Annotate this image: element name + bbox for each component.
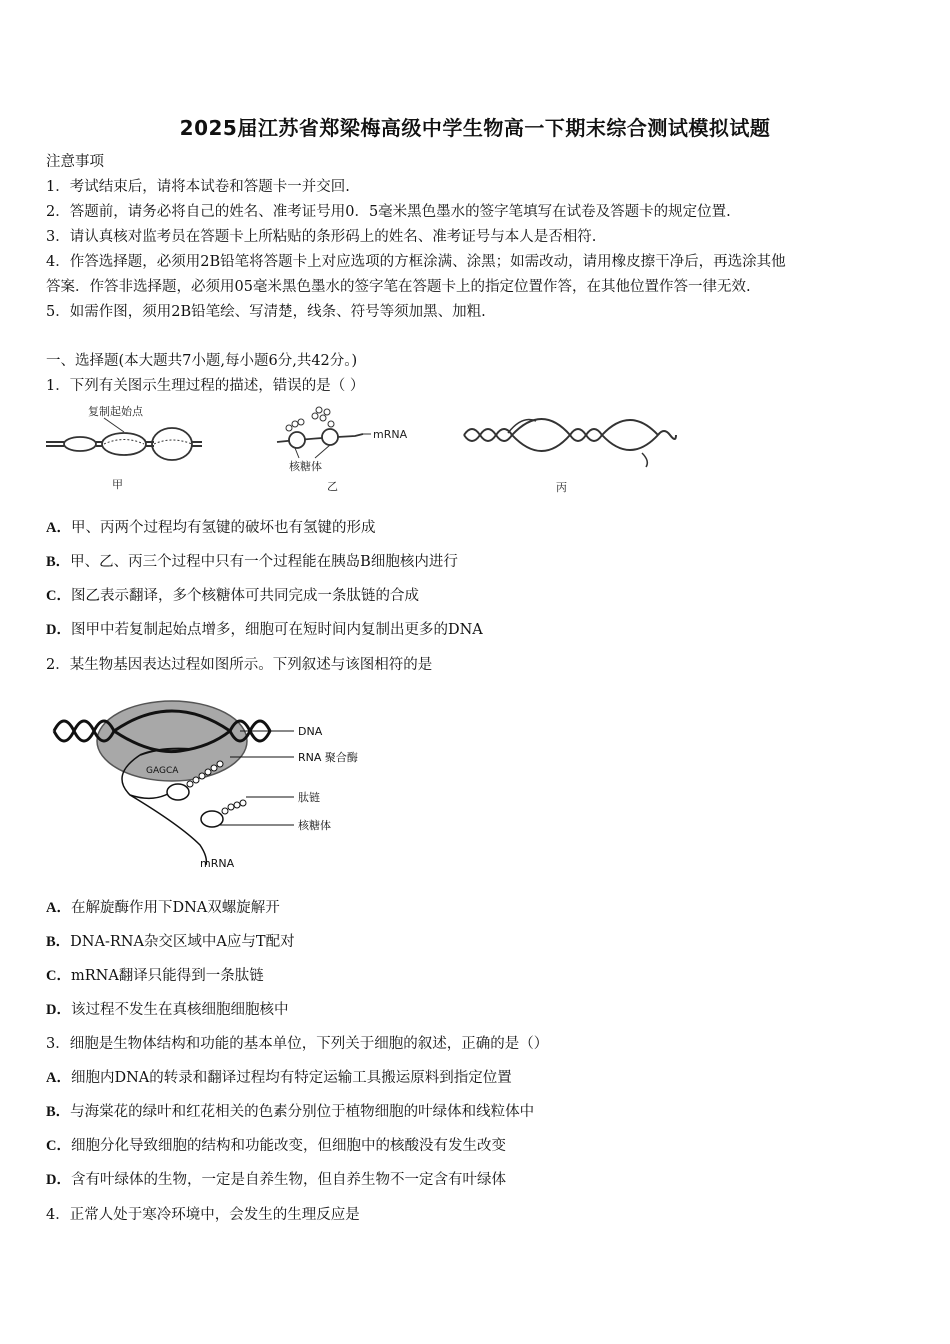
option-letter: B． (46, 934, 71, 950)
notice-item-2: 2．答题前，请务必将自己的姓名、准考证号用0．5毫米黑色墨水的签字笔填写在试卷及答题卡的规定位置. (46, 204, 731, 220)
option-text: 细胞内DNA的转录和翻译过程均有特定运输工具搬运原料到指定位置 (70, 1070, 512, 1086)
q3-option-b[interactable] (46, 1102, 534, 1122)
q1-jia-label: 甲 (112, 478, 123, 491)
option-text: 甲、乙、丙三个过程中只有一个过程能在胰岛B细胞核内进行 (70, 554, 458, 570)
option-letter: C． (46, 1138, 71, 1154)
q2-option-c[interactable] (46, 966, 264, 986)
question-4-stem: 4．正常人处于寒冷环境中，会发生的生理反应是 (46, 1207, 360, 1223)
option-letter: C． (46, 968, 71, 984)
option-text: 甲、丙两个过程均有氢键的破坏也有氢键的形成 (70, 520, 376, 536)
option-letter: B． (46, 1104, 71, 1120)
q3-option-a[interactable] (46, 1068, 512, 1088)
question-2-stem: 2．某生物基因表达过程如图所示。下列叙述与该图相符的是 (46, 657, 433, 673)
notice-heading: 注意事项 (46, 154, 104, 170)
page-title: 2025届江苏省郑梁梅高级中学生物高一下期末综合测试模拟试题 (179, 116, 771, 140)
option-text: 与海棠花的绿叶和红花相关的色素分别位于植物细胞的叶绿体和线粒体中 (70, 1104, 535, 1120)
option-text: DNA-RNA杂交区域中A应与T配对 (70, 934, 295, 950)
option-text: 图乙表示翻译，多个核糖体可共同完成一条肽链的合成 (70, 588, 419, 604)
q2-dna-label: DNA (298, 725, 323, 738)
question-3-stem: 3．细胞是生物体结构和功能的基本单位，下列关于细胞的叙述，正确的是（） (46, 1036, 549, 1052)
notice-item-5: 5．如需作图，须用2B铅笔绘、写清楚，线条、符号等须加黑、加粗. (46, 304, 486, 320)
notice-item-1: 1．考试结束后，请将本试卷和答题卡一并交回. (46, 179, 350, 195)
q2-option-d[interactable] (46, 1000, 288, 1020)
q1-option-d[interactable] (46, 620, 483, 640)
q1-option-b[interactable] (46, 552, 458, 572)
q2-peptide-label: 肽链 (298, 791, 320, 804)
q1-option-a[interactable] (46, 518, 375, 538)
q1-figure-bing (462, 405, 677, 497)
q2-sequence-label: GAGCA (146, 766, 179, 776)
option-letter: A． (46, 520, 71, 536)
option-letter: D． (46, 1002, 71, 1018)
q1-yi-mrna-label: mRNA (373, 428, 408, 441)
option-text: 该过程不发生在真核细胞细胞核中 (70, 1002, 289, 1018)
option-letter: A． (46, 900, 71, 916)
q2-mrna-label: mRNA (200, 857, 235, 870)
notice-item-3: 3．请认真核对监考员在答题卡上所粘贴的条形码上的姓名、准考证号与本人是否相符. (46, 229, 597, 245)
q2-option-a[interactable] (46, 898, 280, 918)
option-letter: D． (46, 1172, 71, 1188)
option-letter: A． (46, 1070, 71, 1086)
question-1-stem: 1．下列有关图示生理过程的描述，错误的是（ ） (46, 378, 365, 394)
option-text: 细胞分化导致细胞的结构和功能改变，但细胞中的核酸没有发生改变 (70, 1138, 506, 1154)
q1-option-c[interactable] (46, 586, 419, 606)
option-letter: D． (46, 622, 71, 638)
option-text: 含有叶绿体的生物，一定是自养生物，但自养生物不一定含有叶绿体 (70, 1172, 506, 1188)
q3-option-c[interactable] (46, 1136, 506, 1156)
notice-item-4: 4．作答选择题，必须用2B铅笔将答题卡上对应选项的方框涂满、涂黑；如需改动，请用橡皮擦干净后，再选涂其他 (46, 254, 786, 270)
option-letter: C． (46, 588, 71, 604)
q1-yi-label: 乙 (327, 480, 338, 493)
q2-rna-polymerase-label: RNA 聚合酶 (298, 751, 358, 764)
q1-jia-origin-label: 复制起始点 (88, 405, 143, 418)
option-letter: B． (46, 554, 71, 570)
option-text: 图甲中若复制起始点增多，细胞可在短时间内复制出更多的DNA (70, 622, 483, 638)
q2-figure (50, 695, 390, 873)
q2-option-b[interactable] (46, 932, 295, 952)
q1-figure-yi (275, 402, 415, 494)
notice-item-4-cont: 答案．作答非选择题，必须用05毫米黑色墨水的签字笔在答题卡上的指定位置作答，在其他位置作答一律无效. (46, 279, 751, 295)
q3-option-d[interactable] (46, 1170, 506, 1190)
option-text: mRNA翻译只能得到一条肽链 (70, 968, 264, 984)
section-heading: 一、选择题(本大题共7小题,每小题6分,共42分。) (46, 353, 358, 369)
q1-bing-label: 丙 (556, 481, 567, 494)
q1-yi-ribosome-label: 核糖体 (289, 460, 322, 473)
q1-figure-jia (44, 400, 204, 495)
q2-ribosome-label: 核糖体 (298, 819, 331, 832)
option-text: 在解旋酶作用下DNA双螺旋解开 (70, 900, 280, 916)
